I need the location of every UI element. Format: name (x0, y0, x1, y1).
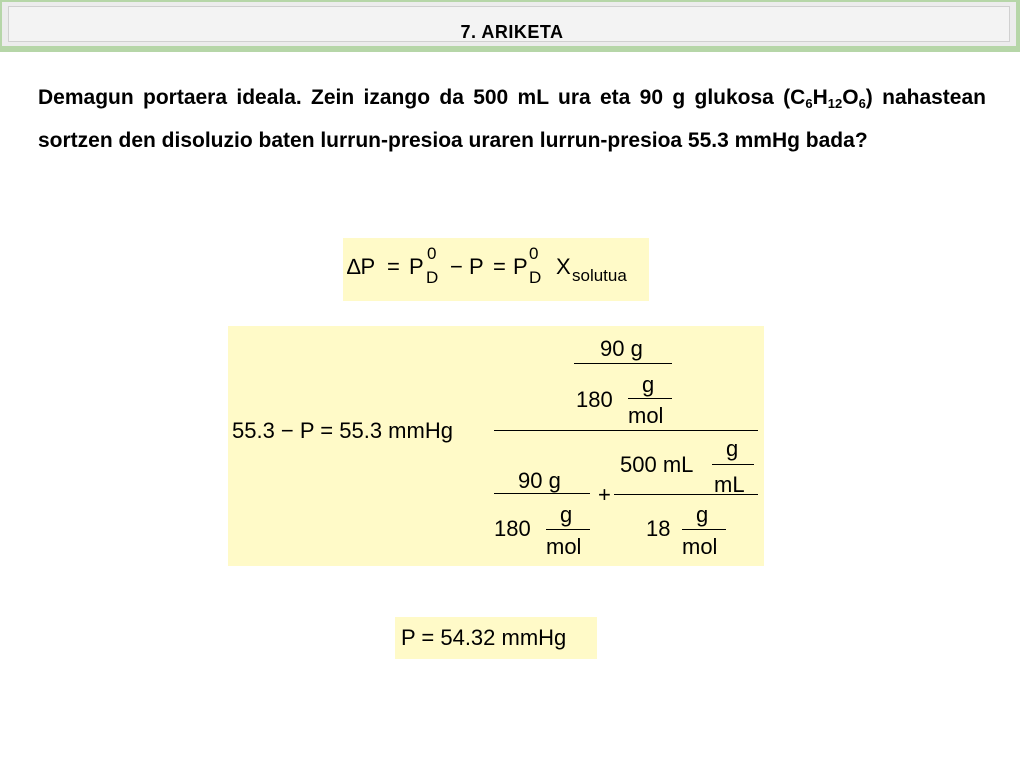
p-zero-d: P (409, 254, 424, 279)
main-fraction-line (494, 430, 758, 431)
subscript-6b: 6 (858, 96, 866, 111)
num-mol: mol (628, 403, 664, 428)
x-solute: X (556, 254, 571, 279)
plus-sign: + (598, 482, 611, 507)
problem-o: O (842, 86, 859, 109)
sup-zero-1: 0 (427, 244, 437, 263)
den2-ml: mL (714, 472, 745, 497)
den2-18: 18 (646, 516, 671, 541)
den1-180: 180 (494, 516, 531, 541)
num-180: 180 (576, 387, 613, 412)
num-90g: 90 g (600, 336, 643, 361)
sub-solutua: solutua (572, 266, 627, 285)
den1-unit-line (546, 529, 590, 530)
sub-d-2: D (529, 268, 542, 287)
problem-statement (38, 76, 986, 162)
den2-ml-line (712, 464, 754, 465)
result-equation: P = 54.32 mmHg (401, 625, 567, 650)
den1-90g: 90 g (518, 468, 561, 493)
lhs-equation: 55.3 − P = 55.3 mmHg (232, 418, 453, 443)
den2-500ml: 500 mL (620, 452, 694, 477)
den2-g-bottom: g (696, 502, 709, 527)
num-g: g (642, 372, 655, 397)
subscript-6a: 6 (805, 96, 813, 111)
num-unit-line (628, 398, 672, 399)
p-zero-d-2: P (513, 254, 528, 279)
problem-text-2: ) nahastean sortzen den disoluzio baten lurrun-presioa uraren lurrun-presioa 55.3 mmHg bada? (38, 86, 986, 152)
slide-title: 7. ARIKETA (460, 22, 564, 42)
den1-fraction-line (494, 493, 590, 494)
problem-h: H (812, 86, 828, 109)
formula-box-3 (395, 617, 597, 659)
formula-box-2 (228, 326, 764, 566)
den2-g-top: g (726, 436, 739, 461)
equals-2: = (493, 254, 506, 279)
delta-p: ∆P (347, 254, 376, 279)
num-fraction-line (574, 363, 672, 364)
den2-fraction-line (614, 494, 758, 495)
den1-mol: mol (546, 534, 582, 559)
equals-1: = (387, 254, 400, 279)
sup-zero-2: 0 (529, 244, 539, 263)
minus-sign: − (450, 254, 463, 279)
den2-unit-line (682, 529, 726, 530)
problem-text-1: Demagun portaera ideala. Zein izango da 500 mL ura eta 90 g glukosa (C (38, 86, 806, 109)
formula-box-1 (343, 238, 649, 301)
sub-d-1: D (426, 268, 439, 287)
den1-g: g (560, 502, 573, 527)
p-solution: P (469, 254, 484, 279)
subscript-12: 12 (827, 96, 843, 111)
den2-mol: mol (682, 534, 718, 559)
